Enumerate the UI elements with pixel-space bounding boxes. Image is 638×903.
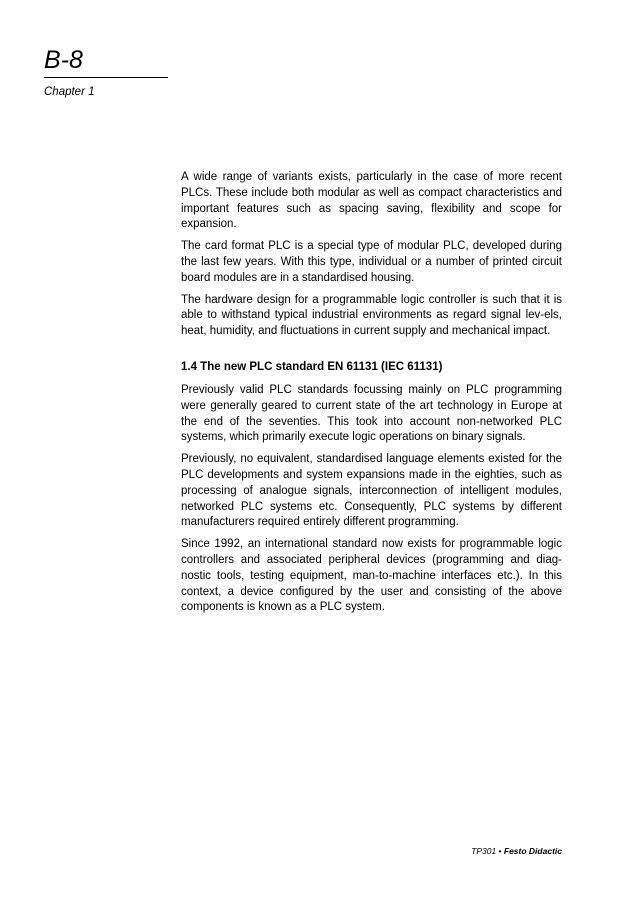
main-content (181, 170, 562, 622)
page-number: B-8 (44, 46, 83, 74)
body-paragraph: Since 1992, an international standard now exists for programmable logic controllers and associated peripheral devices (programming and diag-nostic tools, testing equipment, man-to-machine interfaces etc.). In this context, a device configured by the user and consisting of the above components is known as a PLC system. (181, 538, 562, 614)
body-paragraph: Previously valid PLC standards focussing mainly on PLC programming were generally geared to current state of the art technology in Europe at the end of the seventies. This took into account non-networked PLC systems, which primarily execute logic operations on binary signals. (181, 383, 562, 444)
body-paragraph: Previously, no equivalent, standardised language elements existed for the PLC developments and system expansions made in the eighties, such as processing of analogue signals, interconnection of intelligent modules, networked PLC systems etc. Consequently, PLC systems by different manufacturers required entirely different programming. (181, 453, 562, 529)
chapter-label: Chapter 1 (44, 86, 95, 98)
body-paragraph: A wide range of variants exists, particularly in the case of more recent PLCs. These include both modular as well as compact characteristics and important features such as spacing saving, flexibility and scope for expansion. (181, 171, 562, 231)
page-footer (471, 846, 562, 857)
footer-publisher: Festo Didactic (503, 846, 562, 856)
footer-doc-code: TP301 (471, 846, 497, 856)
body-paragraph: The hardware design for a programmable logic controller is such that it is able to withstand typical industrial environments as regard signal lev-els, heat, humidity, and fluctuations in current supply and mechanical impact. (181, 293, 562, 338)
header-rule (44, 77, 168, 78)
footer-separator: • (496, 846, 504, 856)
section-heading: 1.4 The new PLC standard EN 61131 (IEC 61131) (181, 360, 443, 373)
body-paragraph: The card format PLC is a special type of modular PLC, developed during the last few years. With this type, individual or a number of printed circuit board modules are in a standardised housing. (181, 240, 562, 284)
